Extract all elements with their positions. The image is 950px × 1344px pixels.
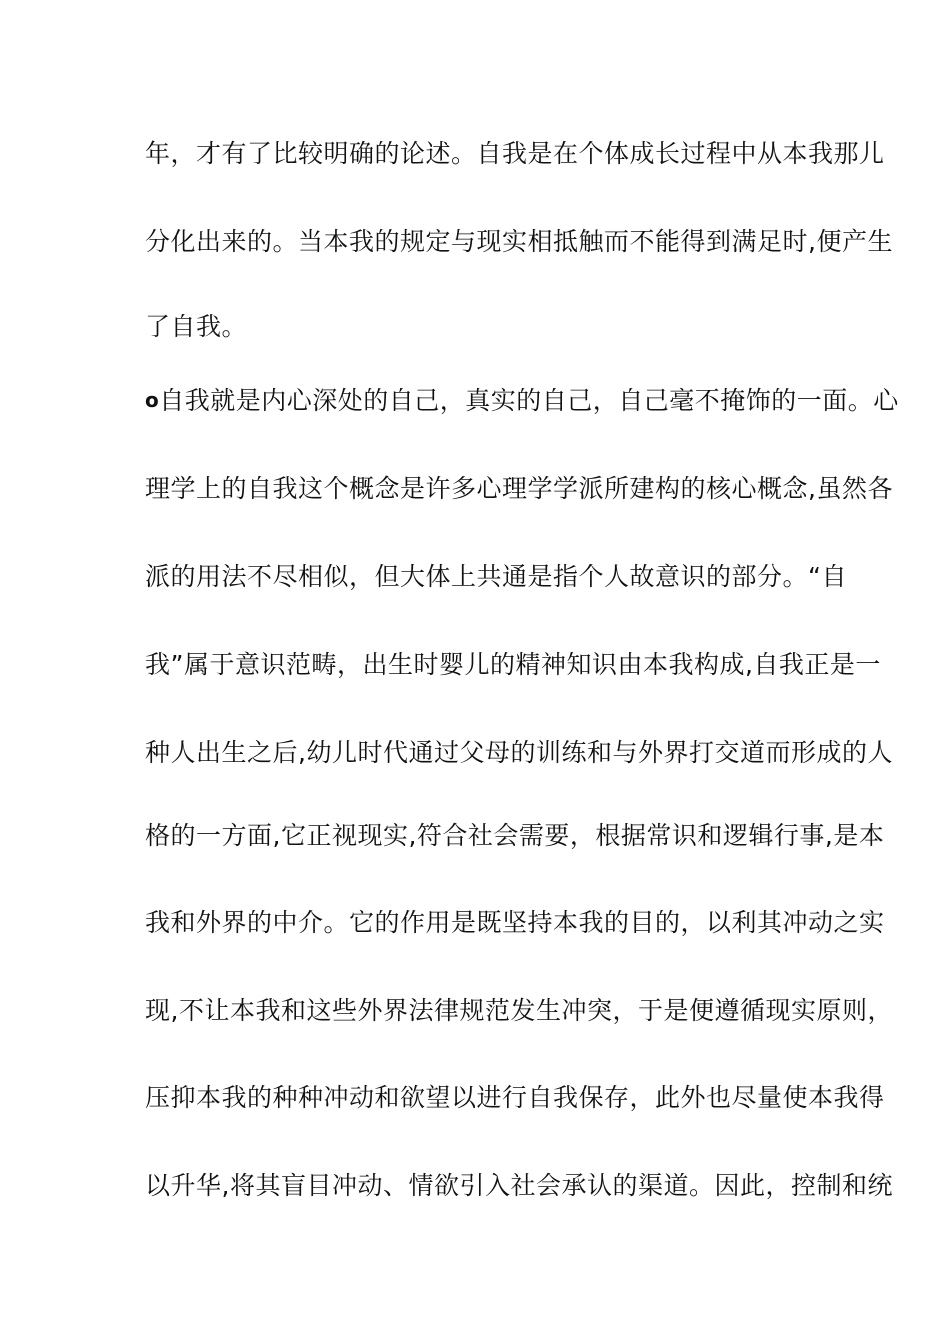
text-line-3: 了自我。 <box>145 312 248 341</box>
text-line-6: 派的用法不尽相似，但大体上共通是指个人故意识的部分。“自 <box>145 562 847 591</box>
text-line-9: 格的一方面,它正视现实,符合社会需要，根据常识和逻辑行事,是本 <box>145 821 885 850</box>
text-line-8: 种人出生之后,幼儿时代通过父母的训练和与外界打交道而形成的人 <box>145 738 893 767</box>
text-line-5: 理学上的自我这个概念是许多心理学学派所建构的核心概念,虽然各 <box>145 474 893 503</box>
text-line-2: 分化出来的。当本我的规定与现实相抵触而不能得到满足时,便产生 <box>145 227 893 256</box>
text-line-10: 我和外界的中介。它的作用是既坚持本我的目的，以利其冲动之实 <box>145 908 885 937</box>
bullet-marker: o <box>145 388 160 412</box>
paragraph-first-line <box>145 384 899 417</box>
text-line-4: 自我就是内心深处的自己，真实的自己，自己毫不掩饰的一面。心 <box>159 386 899 415</box>
text-line-11: 现,不让本我和这些外界法律规范发生冲突，于是便遵循现实原则， <box>145 996 893 1025</box>
text-line-12: 压抑本我的种种冲动和欲望以进行自我保存，此外也尽量使本我得 <box>145 1083 885 1112</box>
text-line-7: 我”属于意识范畴，出生时婴儿的精神知识由本我构成,自我正是一 <box>145 650 881 679</box>
text-line-13: 以升华,将其盲目冲动、情欲引入社会承认的渠道。因此，控制和统 <box>145 1171 893 1200</box>
text-line-1: 年，才有了比较明确的论述。自我是在个体成长过程中从本我那儿 <box>145 139 885 168</box>
